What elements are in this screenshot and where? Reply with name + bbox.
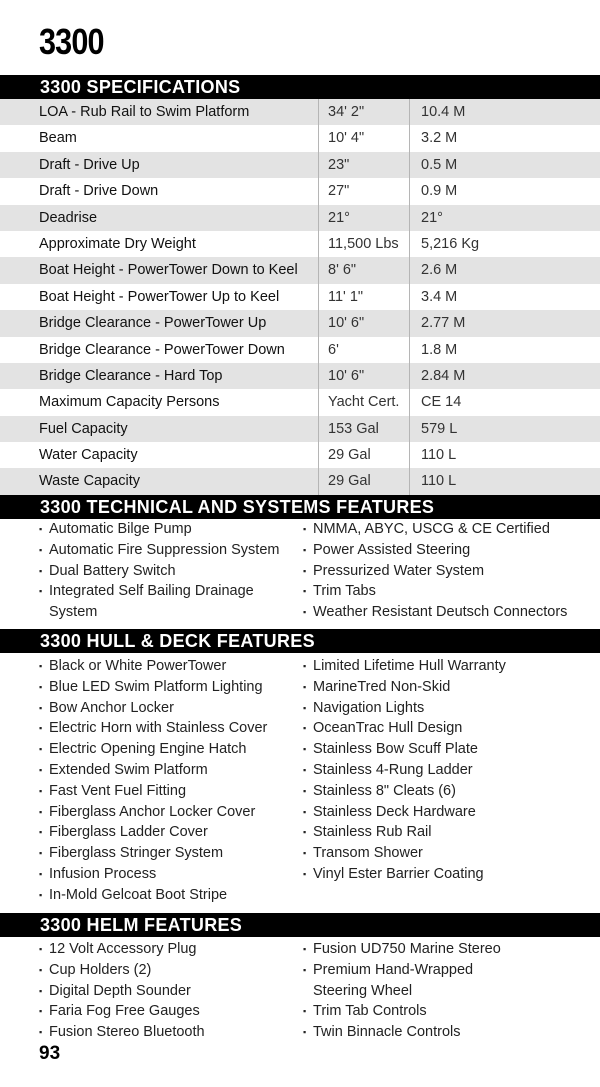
feature-item: ▪ Fusion UD750 Marine Stereo xyxy=(303,939,503,960)
feature-item: ▪ 12 Volt Accessory Plug xyxy=(39,939,294,960)
spec-imperial-value: 27" xyxy=(318,178,410,204)
feature-item: ▪ Electric Opening Engine Hatch xyxy=(39,739,301,760)
spec-metric-value: 2.84 M xyxy=(421,367,466,384)
hull-deck-features-heading: 3300 HULL & DECK FEATURES xyxy=(0,629,600,653)
spec-imperial-value: 10' 6" xyxy=(318,310,410,336)
feature-item: ▪ Stainless Bow Scuff Plate xyxy=(303,739,593,760)
feature-item: ▪ Dual Battery Switch xyxy=(39,561,294,582)
spec-imperial-value: 29 Gal xyxy=(318,442,410,468)
spec-metric-value: 10.4 M xyxy=(421,104,466,120)
spec-label: Bridge Clearance - PowerTower Up xyxy=(39,315,267,332)
feature-item: ▪ OceanTrac Hull Design xyxy=(303,718,593,739)
spec-row xyxy=(0,284,600,310)
spec-row xyxy=(0,416,600,442)
feature-item: ▪ Navigation Lights xyxy=(303,698,593,719)
feature-item: ▪ Extended Swim Platform xyxy=(39,760,301,781)
spec-metric-value: 2.6 M xyxy=(421,262,458,279)
feature-item: ▪ Automatic Fire Suppression System xyxy=(39,540,294,561)
spec-imperial-value: 10' 4" xyxy=(318,125,410,151)
spec-row xyxy=(0,99,600,125)
spec-metric-value: 3.4 M xyxy=(421,288,458,305)
spec-label: Fuel Capacity xyxy=(39,420,128,437)
feature-item: ▪ Fiberglass Stringer System xyxy=(39,843,301,864)
spec-imperial-value: 11' 1" xyxy=(318,284,410,310)
spec-metric-value: 3.2 M xyxy=(421,130,458,147)
spec-metric-value: 0.9 M xyxy=(421,183,458,200)
feature-item: ▪ Pressurized Water System xyxy=(303,561,593,582)
feature-item: ▪ Black or White PowerTower xyxy=(39,656,301,677)
spec-metric-value: CE 14 xyxy=(421,394,462,411)
spec-imperial-value: 23" xyxy=(318,152,410,178)
spec-label: Boat Height - PowerTower Down to Keel xyxy=(39,262,298,279)
feature-item: ▪ Twin Binnacle Controls xyxy=(303,1022,503,1043)
spec-row xyxy=(0,125,600,151)
feature-item: ▪ Bow Anchor Locker xyxy=(39,698,301,719)
feature-item: ▪ Power Assisted Steering xyxy=(303,540,593,561)
feature-item: ▪ Infusion Process xyxy=(39,864,301,885)
feature-item: ▪ Trim Tabs xyxy=(303,581,593,602)
feature-item: ▪ Faria Fog Free Gauges xyxy=(39,1001,294,1022)
spec-imperial-value: 34' 2" xyxy=(318,99,410,125)
spec-metric-value: 579 L xyxy=(421,420,458,437)
feature-item: ▪ Limited Lifetime Hull Warranty xyxy=(303,656,593,677)
spec-metric-value: 2.77 M xyxy=(421,315,466,332)
feature-item: ▪ In-Mold Gelcoat Boot Stripe xyxy=(39,885,301,906)
feature-item: ▪ Transom Shower xyxy=(303,843,593,864)
specifications-heading: 3300 SPECIFICATIONS xyxy=(0,75,600,99)
spec-label: Draft - Drive Down xyxy=(39,183,159,200)
spec-label: Water Capacity xyxy=(39,447,138,464)
spec-label: Approximate Dry Weight xyxy=(39,235,196,252)
feature-item: ▪ Stainless 8" Cleats (6) xyxy=(303,781,593,802)
spec-label: Draft - Drive Up xyxy=(39,156,140,173)
spec-imperial-value: 8' 6" xyxy=(318,257,410,283)
feature-item: ▪ Blue LED Swim Platform Lighting xyxy=(39,677,301,698)
feature-item: ▪ Electric Horn with Stainless Cover xyxy=(39,718,301,739)
helm-features-heading: 3300 HELM FEATURES xyxy=(0,913,600,937)
technical-features-heading: 3300 TECHNICAL AND SYSTEMS FEATURES xyxy=(0,495,600,519)
feature-item: ▪ Fiberglass Anchor Locker Cover xyxy=(39,802,301,823)
spec-imperial-value: 11,500 Lbs xyxy=(318,231,410,257)
feature-item: ▪ MarineTred Non-Skid xyxy=(303,677,593,698)
spec-row xyxy=(0,468,600,494)
spec-row xyxy=(0,363,600,389)
feature-item: ▪ Trim Tab Controls xyxy=(303,1001,503,1022)
spec-imperial-value: 21° xyxy=(318,205,410,231)
spec-row xyxy=(0,178,600,204)
spec-row xyxy=(0,337,600,363)
spec-imperial-value: 153 Gal xyxy=(318,416,410,442)
spec-imperial-value: 6' xyxy=(318,337,410,363)
feature-item: ▪ Fusion Stereo Bluetooth xyxy=(39,1022,294,1043)
spec-metric-value: 5,216 Kg xyxy=(421,235,480,252)
helm-features-left-list xyxy=(39,939,294,1043)
hull-deck-features-right-list xyxy=(303,656,593,885)
feature-item: ▪ Vinyl Ester Barrier Coating xyxy=(303,864,593,885)
model-title: 3300 xyxy=(39,21,104,62)
spec-row xyxy=(0,152,600,178)
spec-imperial-value: 29 Gal xyxy=(318,468,410,494)
feature-item: ▪ Stainless Deck Hardware xyxy=(303,802,593,823)
technical-features-left-list xyxy=(39,519,294,623)
feature-item: ▪ Stainless Rub Rail xyxy=(303,822,593,843)
feature-item: ▪ Stainless 4-Rung Ladder xyxy=(303,760,593,781)
specifications-table xyxy=(0,99,600,495)
spec-imperial-value: 10' 6" xyxy=(318,363,410,389)
feature-item: ▪ Fast Vent Fuel Fitting xyxy=(39,781,301,802)
spec-row xyxy=(0,389,600,415)
technical-features-right-list xyxy=(303,519,593,623)
spec-label: Beam xyxy=(39,130,77,147)
spec-label: Bridge Clearance - Hard Top xyxy=(39,367,223,384)
spec-metric-value: 0.5 M xyxy=(421,156,458,173)
hull-deck-features-left-list xyxy=(39,656,301,906)
spec-row xyxy=(0,205,600,231)
spec-metric-value: 1.8 M xyxy=(421,341,458,358)
spec-label: Waste Capacity xyxy=(39,473,140,490)
spec-metric-value: 21° xyxy=(421,209,443,226)
feature-item: ▪ Automatic Bilge Pump xyxy=(39,519,294,540)
spec-row xyxy=(0,231,600,257)
feature-item: ▪ Cup Holders (2) xyxy=(39,960,294,981)
spec-row xyxy=(0,310,600,336)
spec-label: LOA - Rub Rail to Swim Platform xyxy=(39,104,250,120)
spec-metric-value: 110 L xyxy=(421,447,457,464)
feature-item: ▪ Integrated Self Bailing Drainage System xyxy=(39,581,294,623)
helm-features-right-list xyxy=(303,939,503,1043)
spec-label: Maximum Capacity Persons xyxy=(39,394,220,411)
spec-imperial-value: Yacht Cert. xyxy=(318,389,410,415)
feature-item: ▪ Premium Hand-Wrapped Steering Wheel xyxy=(303,960,503,1002)
spec-metric-value: 110 L xyxy=(421,473,457,490)
spec-row xyxy=(0,442,600,468)
feature-item: ▪ NMMA, ABYC, USCG & CE Certified xyxy=(303,519,593,540)
spec-label: Boat Height - PowerTower Up to Keel xyxy=(39,288,280,305)
spec-row xyxy=(0,257,600,283)
spec-label: Bridge Clearance - PowerTower Down xyxy=(39,341,285,358)
spec-label: Deadrise xyxy=(39,209,98,226)
feature-item: ▪ Fiberglass Ladder Cover xyxy=(39,822,301,843)
feature-item: ▪ Weather Resistant Deutsch Connectors xyxy=(303,602,593,623)
page-number: 93 xyxy=(39,1043,61,1064)
feature-item: ▪ Digital Depth Sounder xyxy=(39,981,294,1002)
